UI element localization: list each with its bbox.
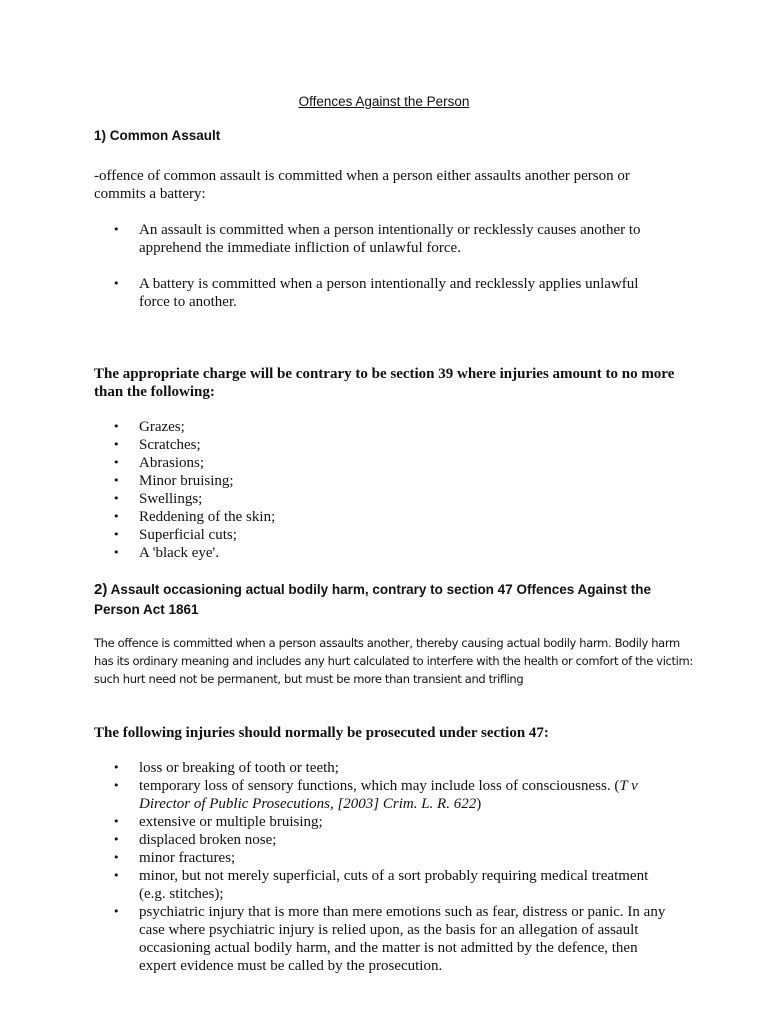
section-1-heading [94, 128, 220, 143]
section-2-number: 2) [94, 581, 108, 598]
list-item: • Scratches; [113, 436, 673, 454]
list-item [113, 777, 673, 813]
page-title: Offences Against the Person [298, 94, 470, 109]
list-item: • minor fractures; [113, 849, 673, 867]
section-39-injuries-list [113, 418, 673, 562]
list-item: • Superficial cuts; [113, 526, 673, 544]
section-1-title: Common Assault [109, 128, 221, 143]
list-item: • A 'black eye'. [113, 544, 673, 562]
case-citation: T v Director of Public Prosecutions, [2003] Crim. L. R. 622 [139, 778, 638, 812]
list-item: • An assault is committed when a person intentionally or recklessly causes another to apprehend the immediate infliction of unlawful force. [113, 221, 673, 257]
list-item: • minor, but not merely superficial, cuts of a sort probably requiring medical treatment (e.g. stitches); [113, 867, 673, 903]
injury-text: temporary loss of sensory functions, which may include loss of consciousness. ( [139, 778, 620, 794]
list-item: • Abrasions; [113, 454, 673, 472]
definitions-list [113, 221, 673, 329]
list-item: • Reddening of the skin; [113, 508, 673, 526]
list-item: • displaced broken nose; [113, 831, 673, 849]
section-2-description: The offence is committed when a person assaults another, thereby causing actual bodily harm. Bodily harm has its ordinary meaning and includes any hurt calculated to interfere with the health or comfort of the victim: such hurt need not be permanent, but must be more than transient and trifling [94, 636, 693, 686]
section-2-title: Assault occasioning actual bodily harm, contrary to section 47 Offences Against the Person Act 1861 [94, 582, 651, 617]
section-1-number: 1) [94, 128, 107, 143]
list-item: • A battery is committed when a person intentionally and recklessly applies unlawful force to another. [113, 275, 673, 311]
list-item: • Minor bruising; [113, 472, 673, 490]
list-item: • Swellings; [113, 490, 673, 508]
list-item: • Grazes; [113, 418, 673, 436]
citation-close: ) [476, 796, 482, 812]
section-47-heading: The following injuries should normally be prosecuted under section 47: [94, 725, 549, 741]
charge-heading: The appropriate charge will be contrary to be section 39 where injuries amount to no more than the following: [94, 366, 675, 400]
list-item: • loss or breaking of tooth or teeth; [113, 759, 673, 777]
section-1-intro: -offence of common assault is committed when a person either assaults another person or commits a battery: [94, 168, 630, 202]
section-47-injuries-list [113, 759, 673, 975]
list-item: • psychiatric injury that is more than mere emotions such as fear, distress or panic. In any case where psychiatric injury is relied upon, as the basis for an allegation of assault occasioning actual bodily harm, and the matter is not admitted by the defence, then expert evidence must be called by the prosecution. [113, 903, 673, 975]
list-item: • extensive or multiple bruising; [113, 813, 673, 831]
section-2-heading [94, 580, 684, 620]
